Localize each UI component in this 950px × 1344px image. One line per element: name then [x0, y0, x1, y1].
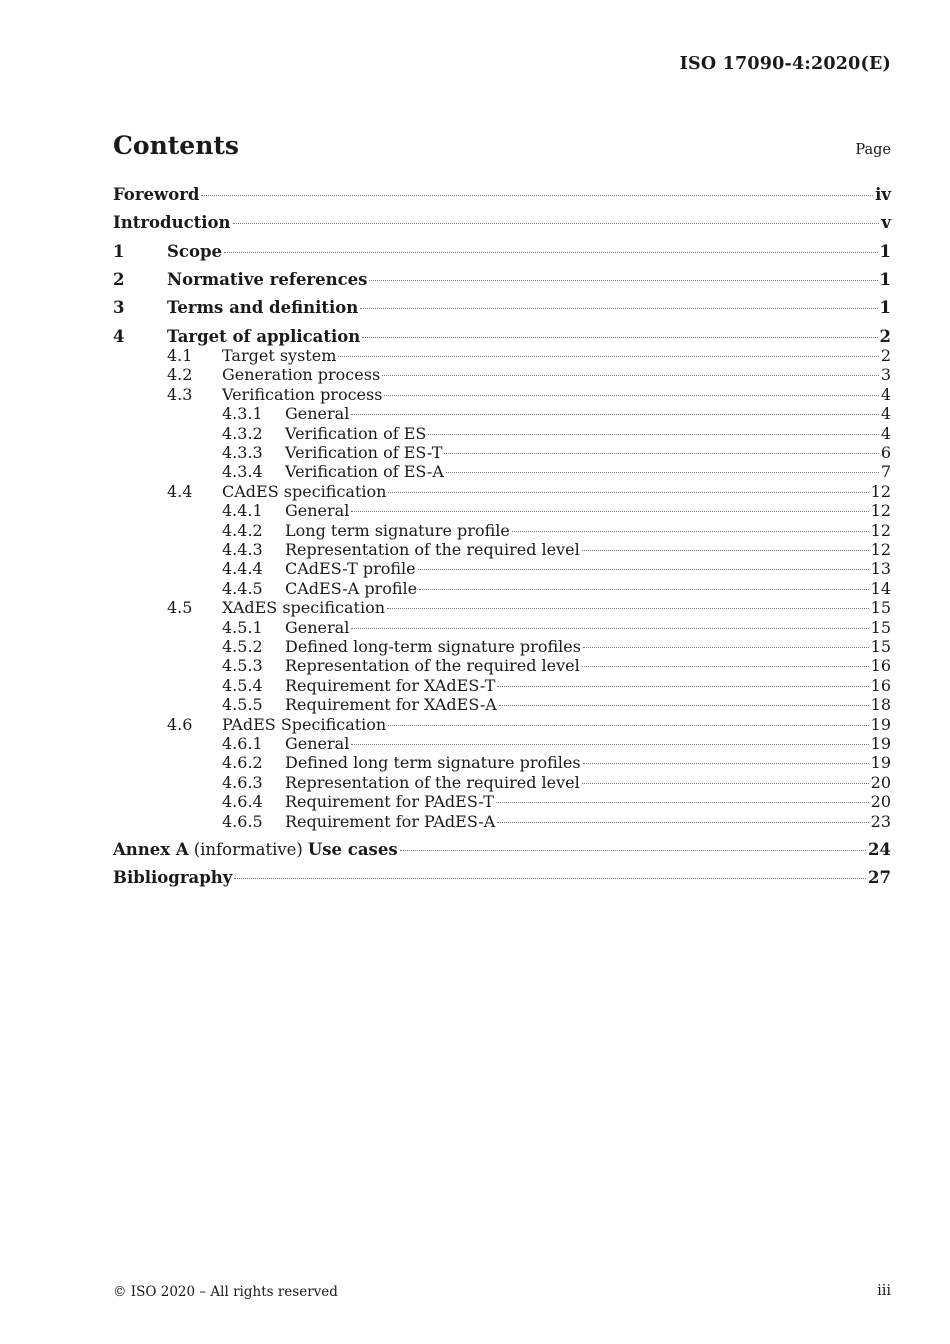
toc-entry-page: 23 [870, 811, 891, 831]
dot-leader [351, 743, 868, 745]
toc-entry-title: Foreword [113, 185, 200, 204]
dot-leader [428, 433, 878, 435]
toc-entry-page: 12 [870, 501, 891, 521]
toc-entry[interactable] [113, 269, 891, 291]
toc-entry-number: 4.5.5 [222, 695, 263, 715]
toc-entry-number: 4.4 [167, 481, 193, 501]
dot-leader [419, 588, 869, 590]
toc-entry-page: v [881, 213, 891, 233]
toc-entry-title: Verification of ES-A [285, 462, 444, 482]
annex-prefix: Annex A [113, 839, 189, 859]
page-column-label: Page [855, 142, 891, 158]
toc-entry-number: 4.5.3 [222, 656, 263, 676]
toc-entry-page: 15 [870, 636, 891, 656]
dot-leader [497, 685, 868, 687]
dot-leader [384, 394, 878, 396]
toc-entry-title: Verification of ES [285, 423, 427, 443]
copyright-notice: © ISO 2020 – All rights reserved [113, 1284, 338, 1300]
toc-entry-title: Requirement for PAdES-A [285, 811, 496, 831]
toc-entry-title: Normative references [167, 269, 368, 289]
toc-entry-number: 4.3.2 [222, 423, 263, 443]
toc-entry[interactable] [113, 297, 891, 319]
dot-leader [499, 704, 869, 706]
dot-leader [497, 821, 868, 823]
toc-entry-page: 4 [880, 404, 891, 424]
dot-leader [388, 724, 868, 726]
dot-leader [360, 307, 877, 309]
page-number: iii [877, 1283, 891, 1299]
dot-leader [351, 627, 868, 629]
toc-entry-title: General [285, 501, 350, 521]
toc-entry-title: Defined long-term signature profiles [285, 636, 581, 656]
toc-entry-number: 4.2 [167, 365, 193, 385]
toc-entry-page: iv [875, 185, 891, 204]
toc-entry-number: 4.6.3 [222, 772, 263, 792]
toc-entry-title: General [285, 617, 350, 637]
dot-leader [351, 510, 868, 512]
toc-entry-number: 4.3.4 [222, 462, 263, 482]
toc-entry-page: 1 [879, 241, 891, 261]
toc-entry-page: 19 [870, 714, 891, 734]
toc-entry-number: 4.6 [167, 714, 193, 734]
dot-leader [582, 782, 869, 784]
dot-leader [582, 665, 869, 667]
toc-entry-title: CAdES specification [222, 481, 387, 501]
toc-entry-title: Requirement for XAdES-T [285, 675, 496, 695]
toc-entry-page: 24 [868, 839, 891, 859]
dot-leader [583, 646, 869, 648]
toc-entry-title: Target system [222, 345, 337, 365]
toc-entry-number: 4.3.3 [222, 442, 263, 462]
dot-leader [362, 336, 877, 338]
dot-leader [387, 607, 869, 609]
toc-entry-title: CAdES-A profile [285, 578, 418, 598]
toc-entry-number: 4.3 [167, 384, 193, 404]
toc-entry-page: 19 [870, 753, 891, 773]
dot-leader [351, 413, 878, 415]
page-title: Contents [113, 131, 240, 160]
dot-leader [583, 762, 869, 764]
toc-entry-number: 4.5 [167, 598, 193, 618]
toc-entry-bibliography[interactable] [113, 867, 891, 889]
toc-entry-number: 4.5.2 [222, 636, 263, 656]
toc-entry-title: Verification of ES-T [285, 442, 443, 462]
toc-entry-page: 15 [870, 617, 891, 637]
toc-entry-annex[interactable] [113, 839, 891, 861]
toc-entry-number: 4.6.5 [222, 811, 263, 831]
toc-entry-page: 12 [870, 539, 891, 559]
dot-leader [418, 568, 869, 570]
toc-entry[interactable] [113, 212, 891, 234]
toc-entry-page: 7 [880, 462, 891, 482]
dot-leader [388, 491, 868, 493]
document-id: ISO 17090-4:2020(E) [679, 54, 891, 74]
toc-entry-page: 19 [870, 733, 891, 753]
toc-entry[interactable] [113, 811, 891, 833]
toc-entry-page: 4 [880, 384, 891, 404]
toc-entry-page: 20 [870, 792, 891, 812]
toc-entry-number: 4.6.1 [222, 733, 263, 753]
dot-leader [582, 549, 869, 551]
toc-entry-page: 15 [870, 598, 891, 618]
toc-entry-number: 4.6.4 [222, 792, 263, 812]
toc-entry-page: 2 [880, 345, 891, 365]
dot-leader [446, 471, 879, 473]
toc-entry-title: Representation of the required level [285, 772, 580, 792]
toc-entry-page: 27 [868, 868, 891, 888]
toc-entry-title: Verification process [222, 384, 383, 404]
toc-entry-number: 1 [113, 241, 125, 261]
annex-kind: (informative) [193, 839, 303, 859]
annex-title: Use cases [307, 839, 398, 859]
toc-entry-title: Target of application [167, 326, 361, 346]
toc-entry-page: 2 [879, 326, 891, 346]
toc-entry-page: 14 [870, 578, 891, 598]
toc-entry-title: General [285, 733, 350, 753]
toc-entry-page: 18 [870, 695, 891, 715]
dot-leader [224, 251, 878, 253]
toc-entry-title: Terms and definition [167, 298, 359, 318]
toc-entry-title: Representation of the required level [285, 656, 580, 676]
dot-leader [382, 374, 879, 376]
toc-entry-number: 4.4.3 [222, 539, 263, 559]
toc-entry-page: 20 [870, 772, 891, 792]
toc-entry-title: Long term signature profile [285, 520, 510, 540]
toc-entry-title: CAdES-T profile [285, 559, 416, 579]
toc-entry-title: PAdES Specification [222, 714, 387, 734]
toc-entry-number: 4.5.1 [222, 617, 263, 637]
toc-entry-number: 4.3.1 [222, 404, 263, 424]
toc-entry-title: Generation process [222, 365, 381, 385]
toc-entry-page: 4 [880, 423, 891, 443]
dot-leader [400, 849, 866, 851]
toc-entry-number: 4.6.2 [222, 753, 263, 773]
toc-entry-page: 16 [870, 675, 891, 695]
dot-leader [369, 279, 877, 281]
toc-entry-page: 16 [870, 656, 891, 676]
toc-entry-page: 1 [879, 298, 891, 318]
toc-entry-number: 4.5.4 [222, 675, 263, 695]
toc-entry-number: 4.4.5 [222, 578, 263, 598]
toc-entry-number: 4.4.2 [222, 520, 263, 540]
dot-leader [201, 194, 873, 196]
toc-entry-number: 3 [113, 298, 125, 318]
toc-entry-page: 13 [870, 559, 891, 579]
toc-entry[interactable] [113, 241, 891, 263]
toc-entry-title: Representation of the required level [285, 539, 580, 559]
toc-entry-page: 1 [879, 269, 891, 289]
toc-entry-number: 4 [113, 326, 125, 346]
toc-entry-page: 12 [870, 520, 891, 540]
toc-entry-title: Defined long term signature profiles [285, 753, 581, 773]
dot-leader [496, 801, 869, 803]
dot-leader [444, 452, 878, 454]
toc-entry-number: 4.4.4 [222, 559, 263, 579]
toc-entry-title: Requirement for PAdES-T [285, 792, 494, 812]
toc-entry-title: Scope [167, 241, 223, 261]
toc-entry-number: 4.1 [167, 345, 193, 365]
toc-entry-page: 12 [870, 481, 891, 501]
dot-leader [234, 877, 866, 879]
toc-entry-number: 4.4.1 [222, 501, 263, 521]
toc-entry-title: Requirement for XAdES-A [285, 695, 497, 715]
toc-entry-title: XAdES specification [222, 598, 385, 618]
toc-entry[interactable] [113, 184, 891, 206]
dot-leader [338, 355, 878, 357]
toc-entry-title: Introduction [113, 213, 231, 233]
bibliography-title: Bibliography [113, 868, 233, 888]
dot-leader [233, 222, 880, 224]
toc-entry-number: 2 [113, 269, 125, 289]
toc-entry-page: 6 [880, 442, 891, 462]
dot-leader [512, 530, 869, 532]
toc-entry-title: General [285, 404, 350, 424]
toc-entry-page: 3 [880, 365, 891, 385]
